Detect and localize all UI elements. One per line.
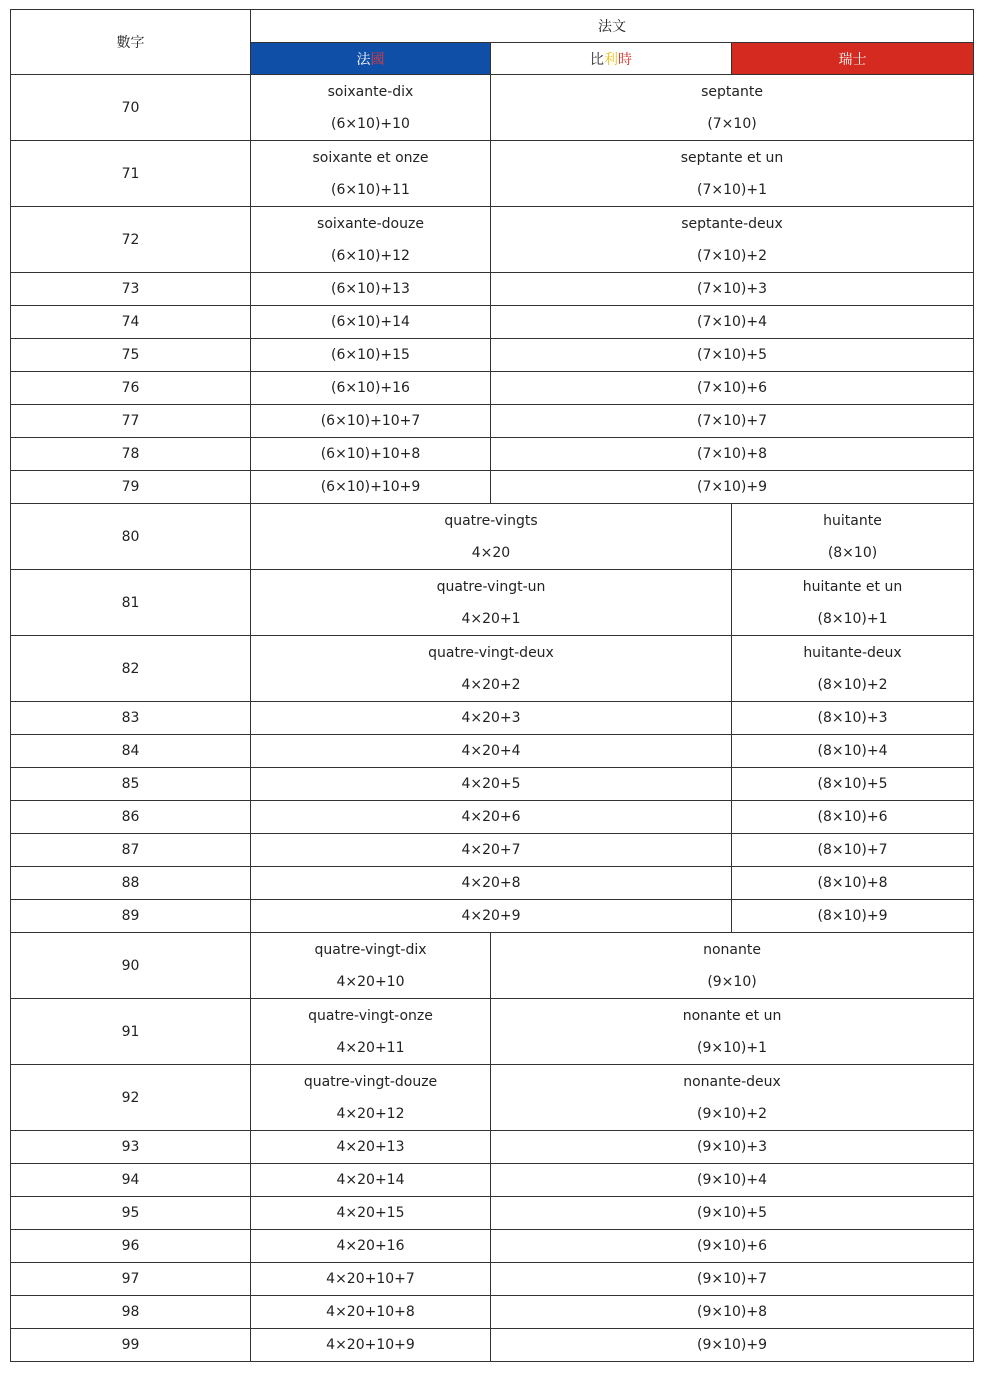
number-formula: (8×10)+2 — [817, 676, 888, 693]
table-row — [11, 900, 974, 933]
number-word: huitante-deux — [803, 644, 902, 661]
belgium-switzerland-cell — [491, 1329, 974, 1362]
number-cell: 78 — [11, 438, 251, 471]
number-formula: 4×20+4 — [461, 743, 521, 759]
switzerland-cell — [732, 702, 974, 735]
belgium-switzerland-cell — [491, 141, 974, 207]
france-belgium-cell — [251, 636, 732, 702]
number-cell: 75 — [11, 339, 251, 372]
number-formula: (8×10)+6 — [817, 809, 888, 825]
france-cell — [251, 306, 491, 339]
france-belgium-cell — [251, 768, 732, 801]
france-belgium-cell — [251, 570, 732, 636]
france-cell — [251, 933, 491, 999]
number-formula: (6×10)+12 — [331, 247, 410, 264]
belgium-switzerland-cell — [491, 471, 974, 504]
number-formula: (7×10)+1 — [697, 181, 768, 198]
france-belgium-cell — [251, 735, 732, 768]
number-formula: 4×20+12 — [336, 1105, 405, 1122]
table-body — [11, 10, 974, 1362]
number-word: quatre-vingt-dix — [314, 941, 427, 958]
table-row — [11, 867, 974, 900]
number-word: soixante-douze — [317, 215, 424, 232]
france-belgium-cell — [251, 504, 732, 570]
belgium-switzerland-cell — [491, 75, 974, 141]
france-cell — [251, 438, 491, 471]
table-row — [11, 339, 974, 372]
switzerland-cell — [732, 900, 974, 933]
number-cell: 87 — [11, 834, 251, 867]
france-cell — [251, 273, 491, 306]
number-word: soixante-dix — [327, 83, 414, 100]
belgium-switzerland-cell — [491, 1296, 974, 1329]
number-cell: 93 — [11, 1131, 251, 1164]
number-cell: 88 — [11, 867, 251, 900]
number-formula: (8×10)+3 — [817, 710, 888, 726]
number-formula: (8×10)+5 — [817, 776, 888, 792]
number-formula: (8×10)+1 — [817, 610, 888, 627]
number-formula: (7×10)+9 — [697, 479, 768, 495]
number-cell: 74 — [11, 306, 251, 339]
number-formula: (9×10)+5 — [697, 1205, 768, 1221]
table-row — [11, 1164, 974, 1197]
number-cell: 83 — [11, 702, 251, 735]
number-cell: 79 — [11, 471, 251, 504]
number-formula: (6×10)+10+9 — [320, 479, 421, 495]
number-cell: 76 — [11, 372, 251, 405]
number-word: huitante et un — [802, 578, 903, 595]
number-formula: 4×20+1 — [461, 610, 521, 627]
france-char-1: 法 — [356, 51, 371, 68]
belgium-switzerland-cell — [491, 1230, 974, 1263]
number-formula: (7×10)+5 — [697, 347, 768, 363]
france-header — [251, 43, 491, 75]
table-row — [11, 702, 974, 735]
table-row — [11, 372, 974, 405]
belgium-switzerland-cell — [491, 1263, 974, 1296]
table-row — [11, 1065, 974, 1131]
table-row — [11, 1329, 974, 1362]
france-cell — [251, 1131, 491, 1164]
number-cell: 97 — [11, 1263, 251, 1296]
number-formula: (9×10)+4 — [697, 1172, 768, 1188]
number-word: quatre-vingt-douze — [303, 1073, 438, 1090]
switzerland-cell — [732, 570, 974, 636]
number-formula: (8×10)+7 — [817, 842, 888, 858]
number-formula: (6×10)+13 — [331, 281, 410, 297]
table-row — [11, 1197, 974, 1230]
number-formula: (6×10)+15 — [331, 347, 410, 363]
table-row — [11, 438, 974, 471]
number-formula: (7×10)+3 — [697, 281, 768, 297]
number-formula: (6×10)+10+8 — [320, 446, 421, 462]
number-formula: (7×10)+7 — [697, 413, 768, 429]
table-row — [11, 999, 974, 1065]
number-formula: 4×20+14 — [336, 1172, 405, 1188]
switzerland-cell — [732, 768, 974, 801]
number-formula: (8×10) — [827, 544, 878, 561]
number-word: quatre-vingt-deux — [428, 644, 554, 661]
number-word: quatre-vingt-un — [436, 578, 546, 595]
belgium-switzerland-cell — [491, 207, 974, 273]
number-formula: 4×20+9 — [461, 908, 521, 924]
number-formula: (9×10)+6 — [697, 1238, 768, 1254]
table-row — [11, 570, 974, 636]
france-cell — [251, 75, 491, 141]
number-word: septante — [701, 83, 763, 100]
table-row — [11, 735, 974, 768]
table-row — [11, 471, 974, 504]
switzerland-cell — [732, 867, 974, 900]
number-formula: (9×10)+9 — [697, 1337, 768, 1353]
france-cell — [251, 1296, 491, 1329]
number-cell: 84 — [11, 735, 251, 768]
table-row — [11, 768, 974, 801]
number-cell: 89 — [11, 900, 251, 933]
number-cell: 86 — [11, 801, 251, 834]
number-word: quatre-vingt-onze — [308, 1007, 433, 1024]
number-word: nonante-deux — [683, 1073, 781, 1090]
switzerland-header: 瑞士 — [732, 43, 974, 75]
header-row — [11, 10, 974, 43]
table-row — [11, 207, 974, 273]
table-row — [11, 75, 974, 141]
france-belgium-cell — [251, 900, 732, 933]
table-row — [11, 636, 974, 702]
france-cell — [251, 1329, 491, 1362]
france-cell — [251, 1230, 491, 1263]
france-cell — [251, 141, 491, 207]
number-formula: (8×10)+9 — [817, 908, 888, 924]
table-row — [11, 504, 974, 570]
table-row — [11, 306, 974, 339]
french-column-header: 法文 — [251, 10, 974, 43]
belgium-switzerland-cell — [491, 933, 974, 999]
switzerland-cell — [732, 504, 974, 570]
number-cell: 94 — [11, 1164, 251, 1197]
belgium-switzerland-cell — [491, 999, 974, 1065]
number-cell: 82 — [11, 636, 251, 702]
number-cell: 85 — [11, 768, 251, 801]
number-formula: 4×20+16 — [336, 1238, 405, 1254]
number-formula: 4×20+10+7 — [326, 1271, 415, 1287]
number-formula: 4×20 — [471, 544, 511, 561]
number-formula: (9×10) — [707, 973, 757, 990]
belgium-label — [590, 52, 632, 68]
number-formula: (6×10)+16 — [331, 380, 410, 396]
belgium-switzerland-cell — [491, 273, 974, 306]
number-formula: 4×20+6 — [461, 809, 521, 825]
number-formula: 4×20+3 — [461, 710, 521, 726]
number-formula: 4×20+10+9 — [326, 1337, 415, 1353]
number-cell: 90 — [11, 933, 251, 999]
number-formula: (9×10)+8 — [697, 1304, 768, 1320]
number-cell: 73 — [11, 273, 251, 306]
number-formula: (9×10)+2 — [697, 1105, 768, 1122]
number-formula: (7×10)+4 — [697, 314, 768, 330]
belgium-switzerland-cell — [491, 1065, 974, 1131]
belgium-switzerland-cell — [491, 1197, 974, 1230]
france-belgium-cell — [251, 834, 732, 867]
france-char-2: 國 — [370, 51, 385, 68]
belgium-switzerland-cell — [491, 339, 974, 372]
table-row — [11, 405, 974, 438]
number-cell: 80 — [11, 504, 251, 570]
number-formula: (8×10)+8 — [817, 875, 888, 891]
number-word: septante-deux — [681, 215, 783, 232]
table-row — [11, 1131, 974, 1164]
table-row — [11, 933, 974, 999]
table-row — [11, 801, 974, 834]
number-formula: (9×10)+3 — [697, 1139, 768, 1155]
number-formula: (7×10) — [707, 115, 757, 132]
france-cell — [251, 1164, 491, 1197]
number-formula: (9×10)+1 — [697, 1039, 768, 1056]
table-row — [11, 1230, 974, 1263]
table-row — [11, 273, 974, 306]
france-cell — [251, 207, 491, 273]
belgium-switzerland-cell — [491, 438, 974, 471]
number-formula: (7×10)+2 — [697, 247, 768, 264]
number-cell: 77 — [11, 405, 251, 438]
number-cell: 81 — [11, 570, 251, 636]
belgium-switzerland-cell — [491, 306, 974, 339]
france-label — [357, 52, 385, 68]
number-cell: 96 — [11, 1230, 251, 1263]
number-formula: 4×20+13 — [336, 1139, 405, 1155]
number-cell: 99 — [11, 1329, 251, 1362]
table-row — [11, 141, 974, 207]
number-cell: 91 — [11, 999, 251, 1065]
belgium-switzerland-cell — [491, 372, 974, 405]
number-formula: 4×20+7 — [461, 842, 521, 858]
number-cell: 98 — [11, 1296, 251, 1329]
number-formula: 4×20+2 — [461, 676, 521, 693]
number-formula: (6×10)+10+7 — [320, 413, 421, 429]
france-cell — [251, 999, 491, 1065]
number-formula: (6×10)+14 — [331, 314, 410, 330]
france-cell — [251, 339, 491, 372]
belgium-char-2: 利 — [604, 51, 618, 68]
belgium-header — [491, 43, 732, 75]
table-row — [11, 1263, 974, 1296]
number-formula: (8×10)+4 — [817, 743, 888, 759]
number-formula: 4×20+15 — [336, 1205, 405, 1221]
france-cell — [251, 405, 491, 438]
number-formula: 4×20+10 — [336, 973, 405, 990]
belgium-switzerland-cell — [491, 1131, 974, 1164]
number-word: quatre-vingts — [444, 512, 538, 529]
switzerland-cell — [732, 735, 974, 768]
france-belgium-cell — [251, 702, 732, 735]
france-cell — [251, 1197, 491, 1230]
french-numbers-table — [10, 9, 974, 1362]
france-belgium-cell — [251, 801, 732, 834]
number-word: soixante et onze — [312, 149, 429, 166]
number-formula: (6×10)+11 — [331, 181, 410, 198]
switzerland-cell — [732, 636, 974, 702]
number-cell: 70 — [11, 75, 251, 141]
number-cell: 95 — [11, 1197, 251, 1230]
switzerland-cell — [732, 834, 974, 867]
number-formula: (7×10)+8 — [697, 446, 768, 462]
number-formula: (7×10)+6 — [697, 380, 768, 396]
belgium-switzerland-cell — [491, 405, 974, 438]
number-formula: (9×10)+7 — [697, 1271, 768, 1287]
number-cell: 92 — [11, 1065, 251, 1131]
number-word: huitante — [823, 512, 882, 529]
table-row — [11, 834, 974, 867]
number-formula: 4×20+11 — [336, 1039, 405, 1056]
france-cell — [251, 1065, 491, 1131]
number-cell: 71 — [11, 141, 251, 207]
belgium-char-1: 比 — [590, 51, 604, 68]
belgium-switzerland-cell — [491, 1164, 974, 1197]
number-formula: (6×10)+10 — [331, 115, 410, 132]
number-comparison-table-wrap — [10, 9, 974, 1362]
number-column-header: 數字 — [11, 10, 251, 75]
belgium-char-3: 時 — [618, 51, 632, 68]
table-row — [11, 1296, 974, 1329]
number-word: nonante — [703, 941, 761, 958]
number-word: septante et un — [680, 149, 784, 166]
number-formula: 4×20+10+8 — [326, 1304, 415, 1320]
france-cell — [251, 471, 491, 504]
number-formula: 4×20+8 — [461, 875, 521, 891]
france-cell — [251, 372, 491, 405]
number-word: nonante et un — [682, 1007, 782, 1024]
switzerland-cell — [732, 801, 974, 834]
number-cell: 72 — [11, 207, 251, 273]
france-belgium-cell — [251, 867, 732, 900]
france-cell — [251, 1263, 491, 1296]
number-formula: 4×20+5 — [461, 776, 521, 792]
